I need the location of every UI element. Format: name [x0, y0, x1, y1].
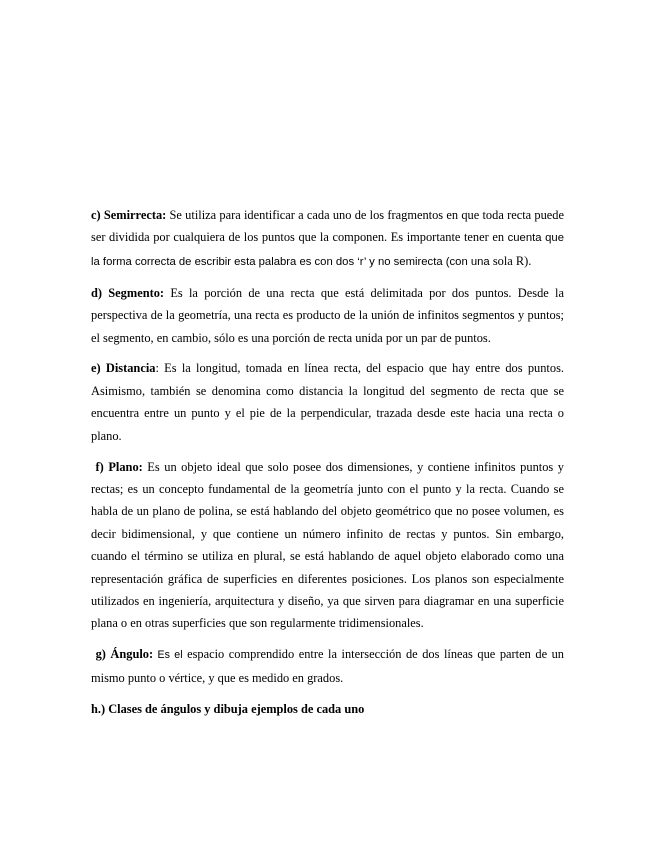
- paragraph-semirrecta: [91, 204, 564, 273]
- semirrecta-text-3: sola R).: [489, 253, 532, 268]
- semirrecta-text-1: Se utiliza para identificar a cada uno de los fragmentos en que toda recta puede ser dividida por cualquiera de los puntos que la componen. Es importante tener en: [91, 208, 564, 245]
- document-body: [91, 204, 564, 720]
- clases-angulos-heading: h.) Clases de ángulos y dibuja ejemplos de cada uno: [91, 701, 365, 716]
- term-angulo: g) Ángulo:: [95, 647, 154, 662]
- semirrecta-text-2: cuenta que la forma correcta de escribir esta palabra es con dos ‘r’ y no semirecta (con una: [91, 232, 565, 268]
- paragraph-angulo: [91, 643, 564, 689]
- segmento-text: Es la porción de una recta que está delimitada por dos puntos. Desde la perspectiva de la geometría, una recta es producto de la unión de infinitos segmentos y puntos; el segmento, en cambio, sólo es una porción de recta unida por un par de puntos.: [91, 285, 564, 345]
- distancia-text: : Es la longitud, tomada en línea recta, del espacio que hay entre dos puntos. Asimismo, también se denomina como distancia la longitud del segmento de recta que se encuentra entre un punto y el pie de la perpendicular, trazada desde este hacia una recta o plano.: [91, 361, 564, 443]
- term-segmento: d) Segmento:: [91, 285, 165, 300]
- angulo-lead: Es el: [153, 649, 183, 662]
- term-semirrecta: c) Semirrecta:: [91, 208, 167, 222]
- plano-text: Es un objeto ideal que solo posee dos dimensiones, y contiene infinitos puntos y rectas; es un concepto fundamental de la geometría junto con el punto y la recta. Cuando se habla de un plano de polina, se está hablando del objeto geométrico que no posee volumen, es decir bidimensional, y que contiene un número infinito de rectas y puntos. Sin embargo, cuando el término se utiliza en plural, se está hablando de aquel objeto elaborado como una representación gráfica de superficies en diferentes posiciones. Los planos son especialmente utilizados en ingeniería, arquitectura y diseño, ya que sirven para diagramar en una superficie plana o en otras superficies que son regularmente tridimensionales.: [91, 459, 564, 631]
- paragraph-distancia: [91, 357, 564, 447]
- paragraph-segmento: [91, 282, 564, 349]
- angulo-text: espacio comprendido entre la intersección de dos líneas que parten de un mismo punto o vértice, y que es medido en grados.: [91, 647, 565, 685]
- paragraph-plano: [91, 456, 564, 635]
- term-plano: f) Plano:: [95, 459, 143, 474]
- term-distancia: e) Distancia: [91, 361, 156, 376]
